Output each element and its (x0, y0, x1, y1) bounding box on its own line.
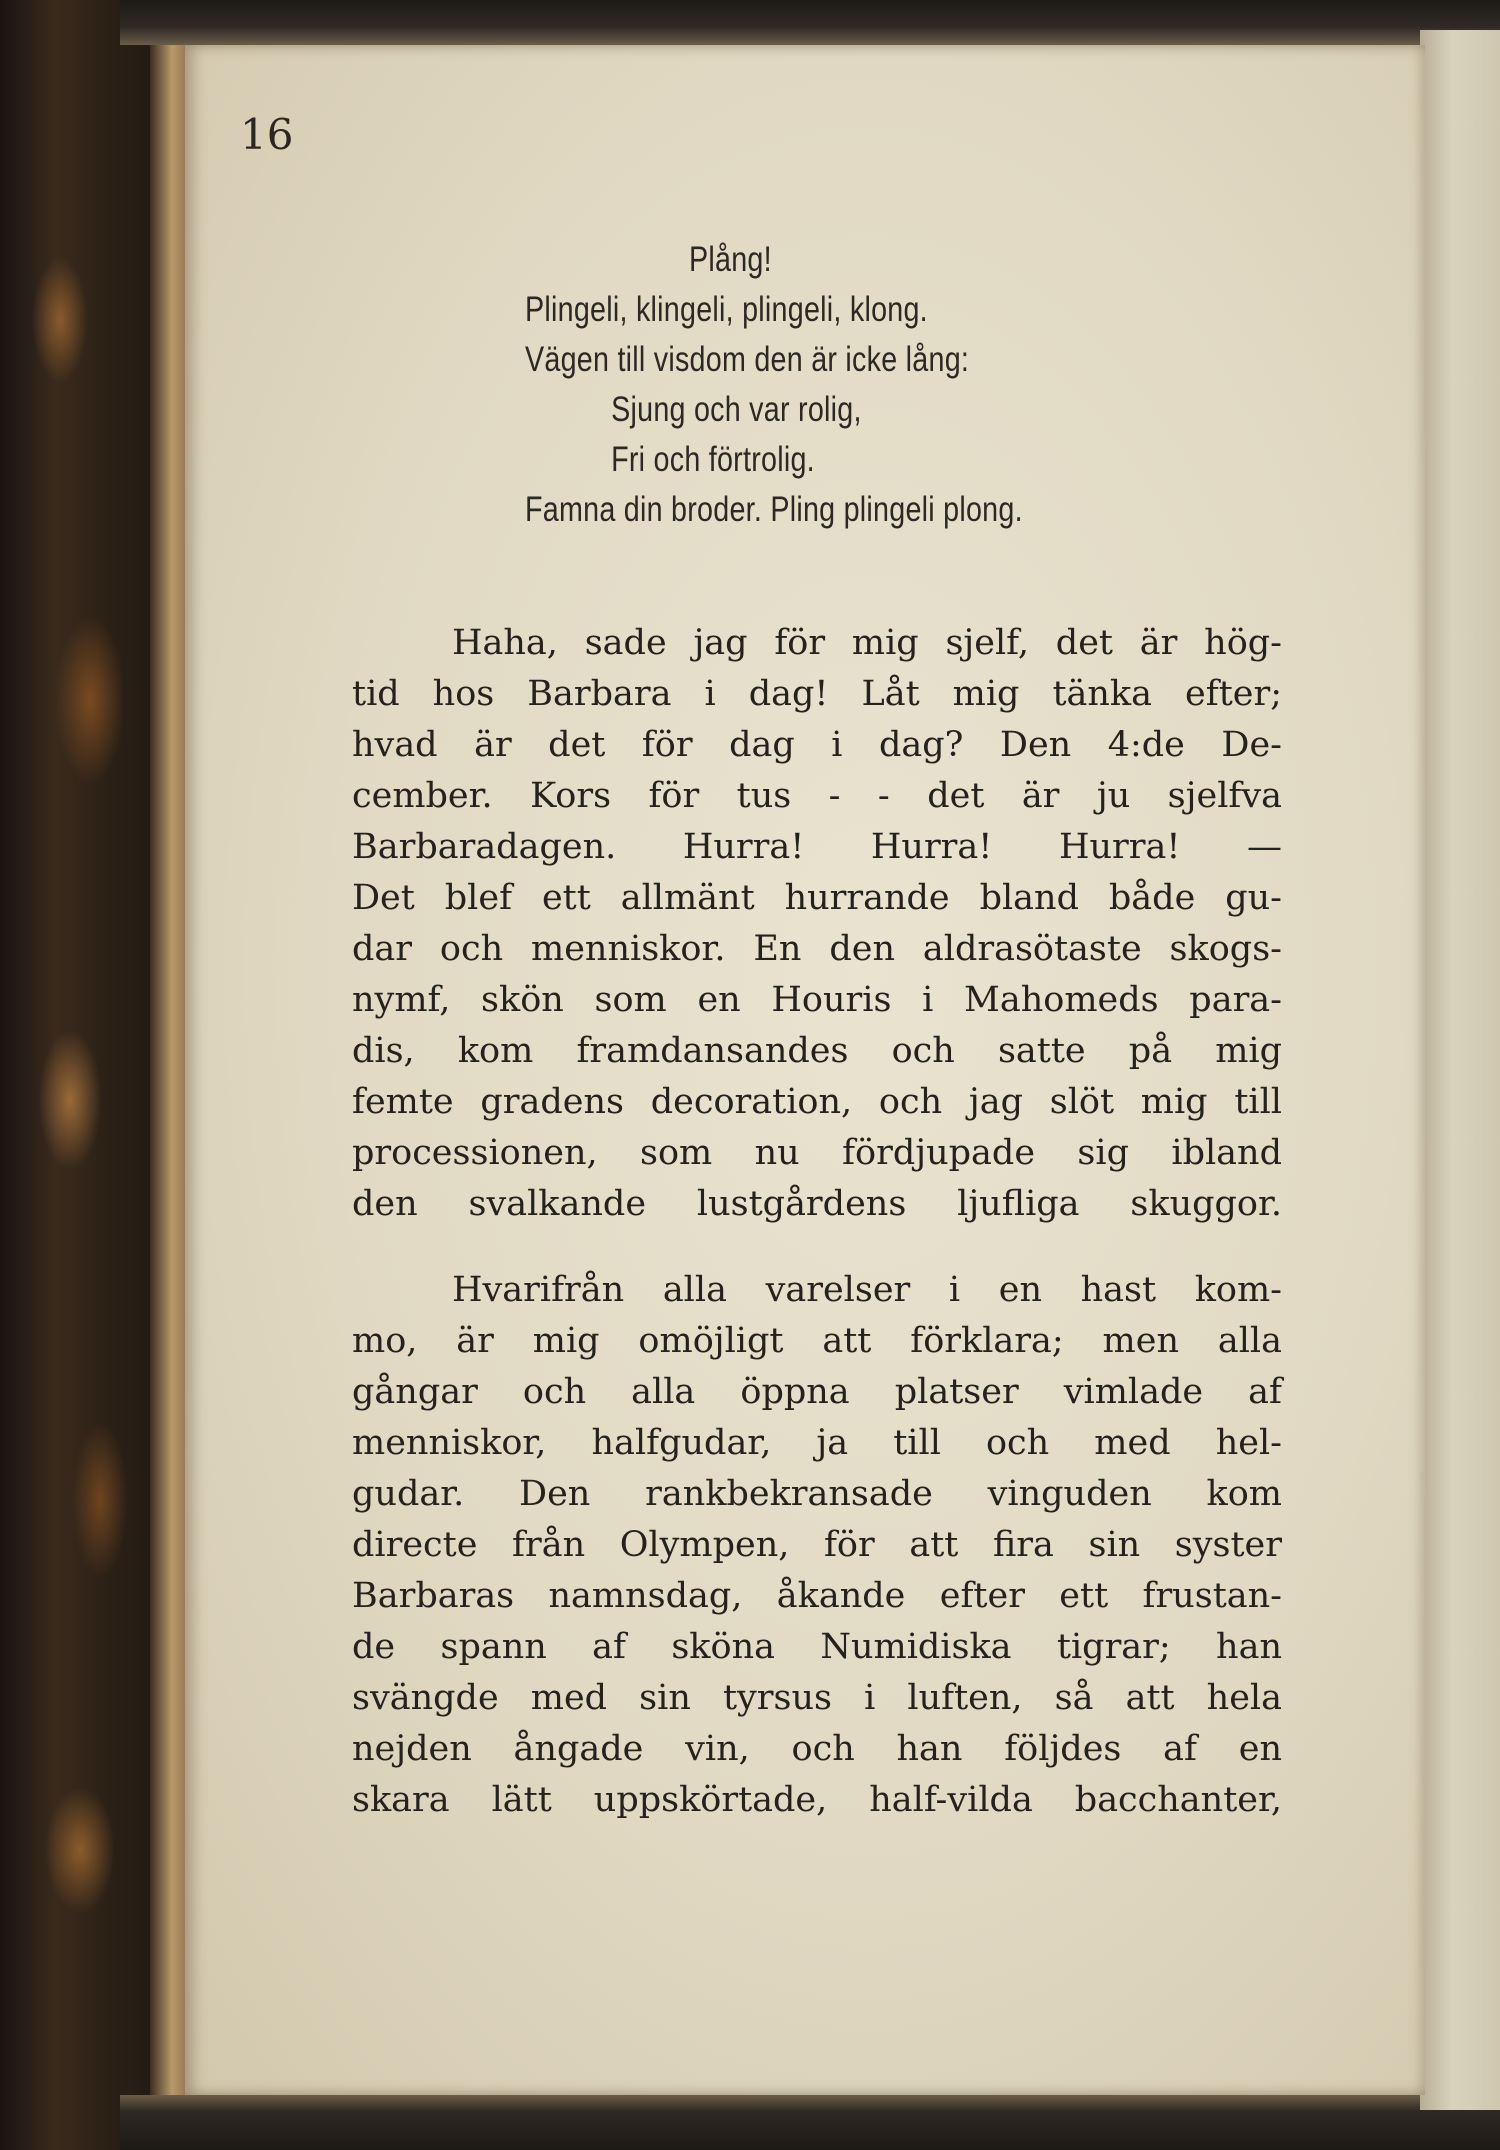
text-line: directe från Olympen, för att fira sin syster (352, 1525, 1282, 1565)
paragraph-1 (352, 618, 1282, 1230)
text-line: svängde med sin tyrsus i luften, så att hela (352, 1678, 1282, 1718)
facing-page-edge (1420, 30, 1500, 2110)
text-line: Hvarifrån alla varelser i en hast kom- (452, 1270, 1282, 1310)
text-line: dar och menniskor. En den aldrasötaste skogs- (352, 929, 1282, 969)
paragraph-2 (352, 1265, 1282, 1826)
top-edge (120, 0, 1500, 45)
bottom-edge (120, 2095, 1500, 2150)
text-line: cember. Kors för tus - - det är ju sjelfva (352, 776, 1282, 816)
text-line: dis, kom framdansandes och satte på mig (352, 1031, 1282, 1071)
cover-edge (150, 0, 190, 2150)
text-line: processionen, som nu fördjupade sig ibland (352, 1133, 1282, 1173)
poem-line: Plingeli, klingeli, plingeli, klong. (525, 290, 928, 329)
text-line: Barbaras namnsdag, åkande efter ett frustan- (352, 1576, 1282, 1616)
text-line: Barbaradagen. Hurra! Hurra! Hurra! — (352, 827, 1282, 867)
poem-line: Famna din broder. Pling plingeli plong. (525, 490, 1023, 529)
poem-title: Plång! (689, 240, 772, 279)
text-line: femte gradens decoration, och jag slöt mig till (352, 1082, 1282, 1122)
poem-stanza (525, 235, 1023, 535)
text-line: Det blef ett allmänt hurrande bland både gu- (352, 878, 1282, 918)
page-number: 16 (240, 110, 294, 159)
text-line: hvad är det för dag i dag? Den 4:de De- (352, 725, 1282, 765)
text-line: gångar och alla öppna platser vimlade af (352, 1372, 1282, 1412)
text-line: tid hos Barbara i dag! Låt mig tänka efter; (352, 674, 1282, 714)
text-line: menniskor, halfgudar, ja till och med hel- (352, 1423, 1282, 1463)
text-line: mo, är mig omöjligt att förklara; men alla (352, 1321, 1282, 1361)
text-line: den svalkande lustgårdens ljufliga skuggor. (352, 1184, 1282, 1224)
poem-line: Vägen till visdom den är icke lång: (525, 340, 970, 379)
text-line: skara lätt uppskörtade, half-vilda bacchanter, (352, 1780, 1282, 1820)
text-line: nejden ångade vin, och han följdes af en (352, 1729, 1282, 1769)
poem-line: Sjung och var rolig, (611, 390, 862, 429)
text-line: Haha, sade jag för mig sjelf, det är hög- (452, 623, 1282, 663)
poem-line: Fri och förtrolig. (611, 440, 815, 479)
text-line: gudar. Den rankbekransade vinguden kom (352, 1474, 1282, 1514)
text-line: nymf, skön som en Houris i Mahomeds para- (352, 980, 1282, 1020)
text-line: de spann af sköna Numidiska tigrar; han (352, 1627, 1282, 1667)
